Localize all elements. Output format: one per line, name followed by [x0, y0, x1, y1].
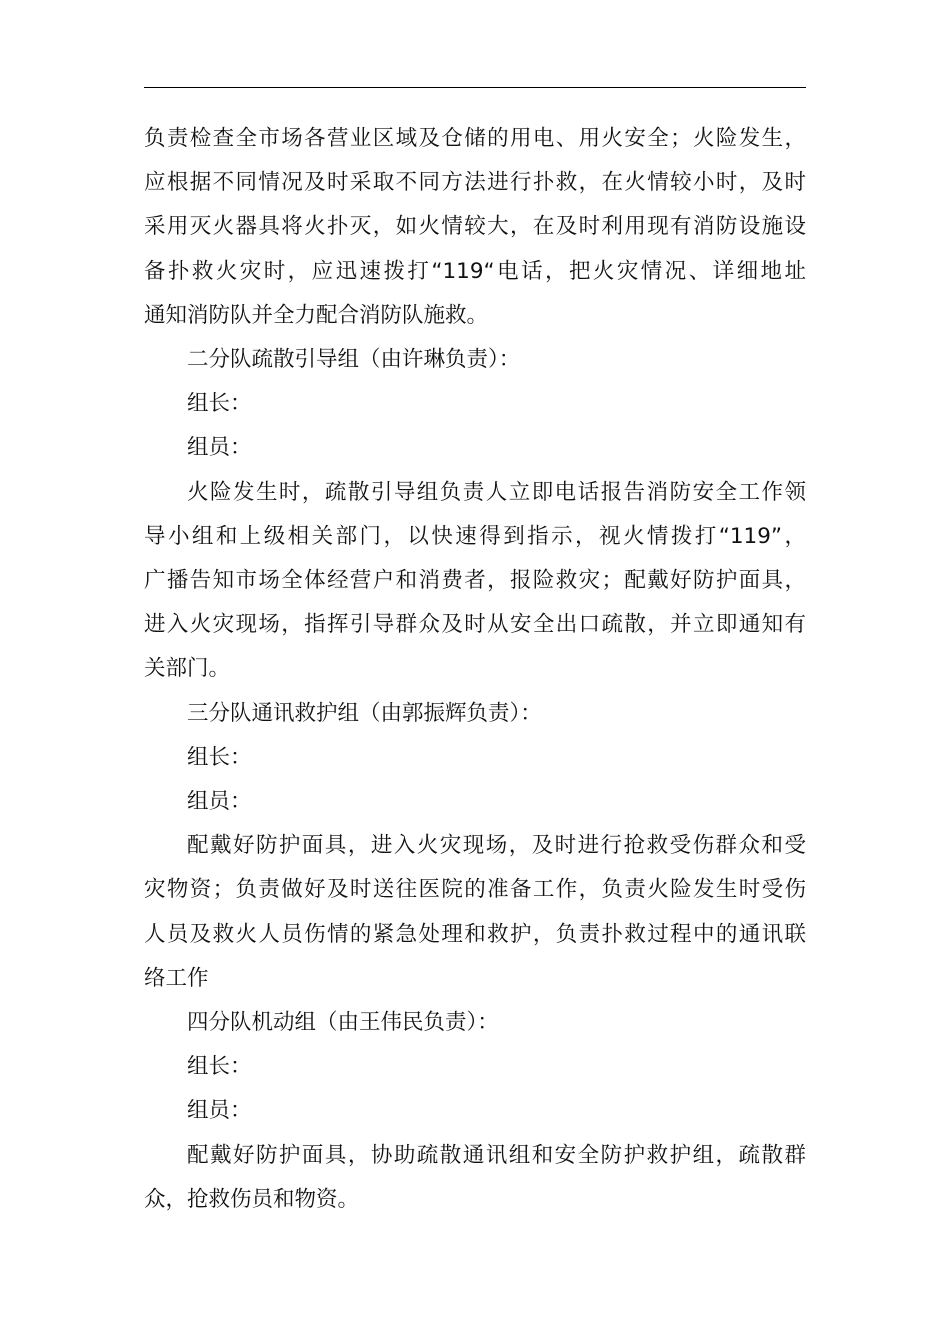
paragraph-p7	[144, 736, 806, 780]
text-line: 人员及救火人员伤情的紧急处理和救护，负责扑救过程中的通讯联	[144, 921, 806, 947]
text-line: 导小组和上级相关部门，以快速得到指示，视火情拨打“119”，	[144, 523, 806, 549]
text-line: 负责检查全市场各营业区域及仓储的用电、用火安全；火险发生，	[144, 126, 806, 151]
text-line: 通知消防队并全力配合消防队施救。	[144, 302, 489, 328]
text-line: 备扑救火灾时，应迅速拨打“119“电话，把火灾情况、详细地址	[144, 258, 806, 284]
paragraph-p10	[144, 1001, 806, 1045]
text-line: 络工作	[144, 965, 209, 991]
paragraph-p5	[144, 471, 806, 692]
text-line: 组员：	[187, 435, 252, 461]
text-line: 配戴好防护面具，协助疏散通讯组和安全防护救护组，疏散群	[187, 1142, 806, 1168]
text-line: 应根据不同情况及时采取不同方法进行扑救，在火情较小时，及时	[144, 170, 806, 196]
text-line: 组长：	[187, 391, 252, 417]
paragraph-p9	[144, 824, 806, 1001]
paragraph-p4	[144, 426, 806, 470]
header-rule	[144, 87, 806, 88]
paragraph-p3	[144, 382, 806, 426]
text-line: 广播告知市场全体经营户和消费者，报险救灾；配戴好防护面具，	[144, 568, 806, 594]
paragraph-p13	[144, 1134, 806, 1222]
text-line: 组员：	[187, 1098, 252, 1124]
text-line: 灾物资；负责做好及时送往医院的准备工作，负责火险发生时受伤	[144, 877, 806, 903]
paragraph-p6	[144, 692, 806, 736]
paragraph-p11	[144, 1045, 806, 1089]
document-body	[144, 117, 806, 1222]
text-line: 配戴好防护面具，进入火灾现场，及时进行抢救受伤群众和受	[187, 833, 806, 859]
text-line: 采用灭火器具将火扑灭，如火情较大，在及时利用现有消防设施设	[144, 214, 806, 240]
paragraph-p8	[144, 780, 806, 824]
text-line: 众，抢救伤员和物资。	[144, 1186, 360, 1212]
text-line: 组员：	[187, 789, 252, 815]
paragraph-p12	[144, 1089, 806, 1133]
text-line: 四分队机动组（由王伟民负责）：	[187, 1010, 499, 1036]
text-line: 进入火灾现场，指挥引导群众及时从安全出口疏散，并立即通知有	[144, 612, 806, 638]
paragraph-p1	[144, 117, 806, 338]
text-line: 三分队通讯救护组（由郭振辉负责）：	[187, 700, 542, 726]
text-line: 组长：	[187, 1054, 252, 1080]
text-line: 二分队疏散引导组（由许琳负责）：	[187, 347, 521, 373]
text-line: 组长：	[187, 744, 252, 770]
text-line: 火险发生时，疏散引导组负责人立即电话报告消防安全工作领	[187, 479, 806, 505]
paragraph-p2	[144, 338, 806, 382]
text-line: 关部门。	[144, 656, 231, 682]
